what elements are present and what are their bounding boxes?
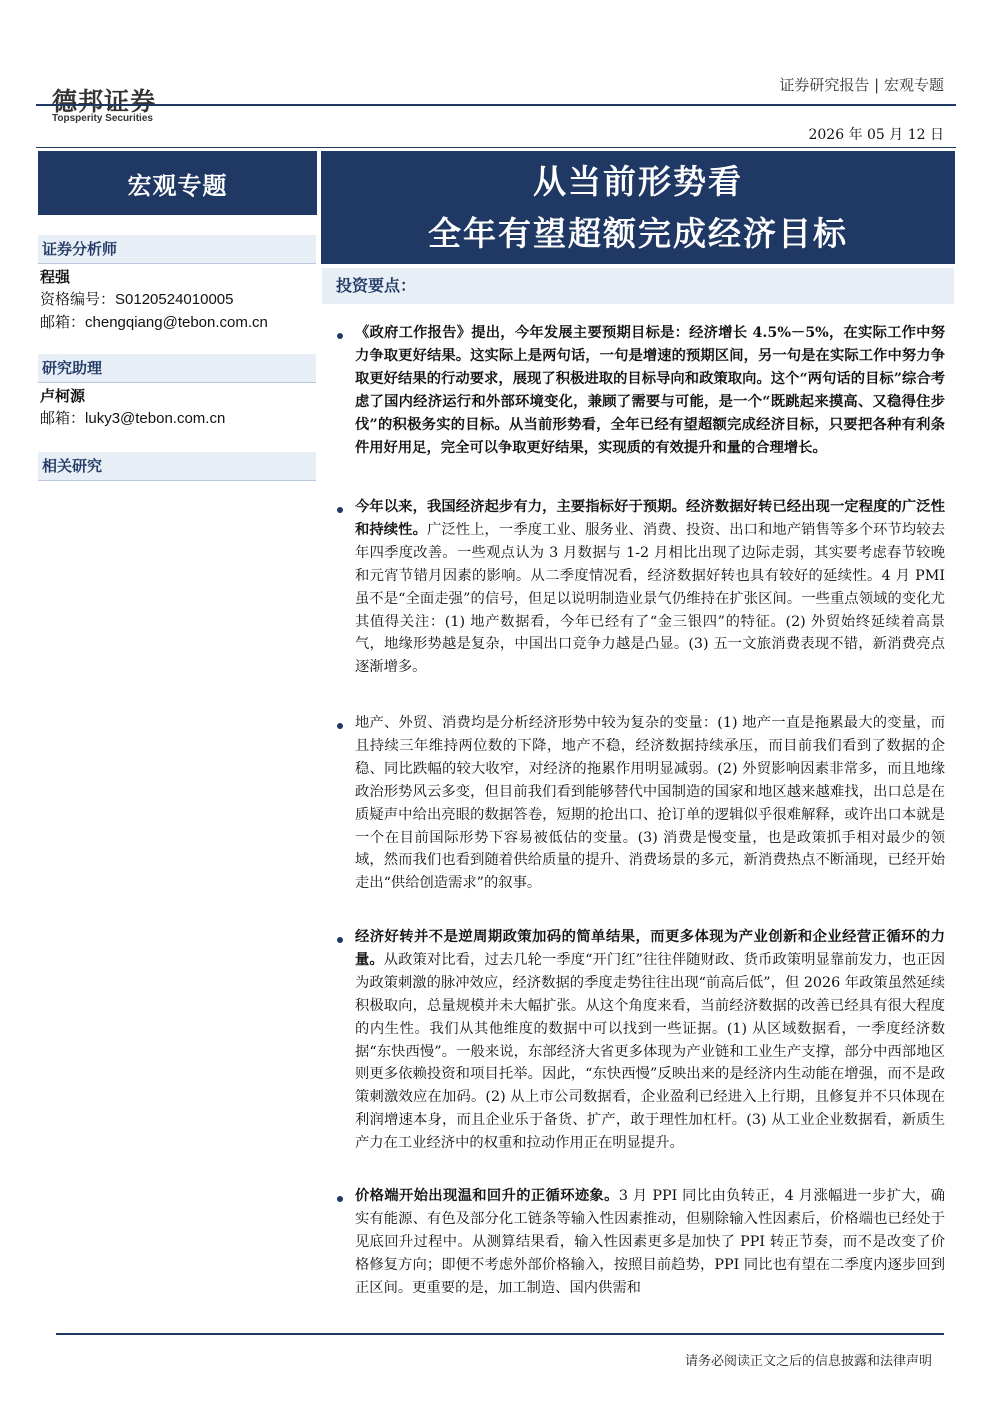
title-line-2: 全年有望超额完成经济目标 (428, 213, 848, 253)
paragraph-lead: 《政府工作报告》提出，今年发展主要预期目标是：经济增长 4.5%－5%，在实际工作中努力争取更好结果。这实际上是两句话，一句是增速的预期区间，另一句是在实际工作中努力争取更好结果的行动要求，展现了积极进取的目标导向和政策取向。这个“两句话的目标”综合考虑了国内经济运行和外部环境变化，兼顾了需要与可能，是一个“既跳起来摸高、又稳得住步伐”的积极务实的目标。从当前形势看，全年已经有望超额完成经济目标，只要把各种有利条件用好用足，完全可以争取更好结果，实现质的有效提升和量的合理增长。 (355, 325, 945, 456)
investment-points-label: 投资要点： (322, 268, 954, 304)
assistant-section-label: 研究助理 (38, 354, 316, 382)
investment-paragraph (355, 712, 945, 895)
header-divider (36, 104, 956, 106)
bullet-icon (337, 333, 343, 339)
analyst-cert: S0120524010005 (115, 291, 234, 308)
related-research-divider (38, 480, 316, 481)
paragraph-lead: 价格端开始出现温和回升的正循环迹象。 (355, 1188, 619, 1204)
paragraph-body: 地产、外贸、消费均是分析经济形势中较为复杂的变量：(1) 地产一直是拖累最大的变量，而且持续三年维持两位数的下降，地产不稳，经济数据持续承压，而目前我们看到了数据的企稳、同比跌幅的较大收窄，对经济的拖累作用明显减弱。(2) 外贸影响因素非常多，而且地缘政治形势风云多变，但目前我们看到能够替代中国制造的国家和地区越来越难找，出口总是在质疑声中给出亮眼的数据答卷，短期的抢出口、抢订单的逻辑似乎很难解释，或许出口本就是一个在目前国际形势下容易被低估的变量。(3) 消费是慢变量，也是政策抓手相对最少的领域，然而我们也看到随着供给质量的提升、消费场景的多元，新消费热点不断涌现，已经开始走出“供给创造需求”的叙事。 (355, 715, 945, 892)
bullet-icon (337, 507, 343, 513)
category-label: 宏观专题 (127, 171, 228, 200)
investment-paragraph (355, 322, 945, 459)
title-box (321, 151, 955, 264)
header-divider-thin (36, 147, 956, 148)
assistant-email[interactable]: luky3@tebon.com.cn (85, 410, 226, 427)
analyst-section-label: 证券分析师 (38, 235, 316, 263)
assistant-info (40, 385, 225, 430)
analyst-section-divider (38, 263, 316, 264)
category-box (38, 151, 317, 215)
paragraph-body: 广泛性上，一季度工业、服务业、消费、投资、出口和地产销售等多个环节均较去年四季度改善。一些观点认为 3 月数据与 1-2 月相比出现了边际走弱，其实要考虑春节较晚和元宵节错月因素的影响。从二季度情况看，经济数据好转也具有较好的延续性。4 月 PMI 虽不是“全面走强”的信号，但足以说明制造业景气仍维持在扩张区间。一些重点领域的变化尤其值得关注：(1) 地产数据看，今年已经有了“金三银四”的特征。(2) 外贸始终延续着高景气，地缘形势越是复杂，中国出口竞争力越是凸显。(3) 五一文旅消费表现不错，新消费亮点逐渐增多。 (355, 521, 946, 676)
logo-text: 德邦证券 (52, 87, 157, 116)
bullet-icon (337, 723, 343, 729)
assistant-name: 卢柯源 (40, 387, 86, 405)
title-line-1: 从当前形势看 (533, 161, 743, 201)
report-date: 2026 年 05 月 12 日 (808, 127, 944, 143)
assistant-section-divider (38, 382, 316, 383)
logo-subtitle: Topsperity Securities (52, 113, 153, 124)
bullet-icon (337, 1196, 343, 1202)
analyst-info (40, 266, 268, 334)
analyst-email[interactable]: chengqiang@tebon.com.cn (85, 314, 268, 331)
footer-divider (56, 1333, 944, 1335)
paragraph-lead: 今年以来，我国经济起步有力，主要指标好于预期。经济数据好转已经出现一定程度的广泛性和持续性。 (355, 499, 945, 538)
investment-paragraph (355, 496, 945, 679)
analyst-name: 程强 (40, 268, 71, 286)
analyst-email-label: 邮箱： (40, 313, 86, 331)
paragraph-body: 3 月 PPI 同比由负转正，4 月涨幅进一步扩大，确实有能源、有色及部分化工链条等输入性因素推动，但剔除输入性因素后，价格端也已经处于见底回升过程中。从测算结果看，输入性因素更多是加快了 PPI 转正节奏，而不是改变了价格修复方向；即便不考虑外部价格输入，按照目前趋势，PPI 同比也有望在二季度内逐步回到正区间。更重要的是，加工制造、国内供需和 (355, 1188, 945, 1296)
investment-paragraph (355, 926, 945, 1155)
footer-disclaimer: 请务必阅读正文之后的信息披露和法律声明 (684, 1354, 932, 1369)
investment-paragraph (355, 1185, 945, 1300)
related-research-label: 相关研究 (38, 452, 316, 480)
assistant-email-label: 邮箱： (40, 409, 86, 427)
analyst-cert-label: 资格编号： (40, 290, 116, 308)
bullet-icon (337, 937, 343, 943)
paragraph-lead: 经济好转并不是逆周期政策加码的简单结果，而更多体现为产业创新和企业经营正循环的力量。 (355, 929, 945, 968)
paragraph-body: 从政策对比看，过去几轮一季度“开门红”往往伴随财政、货币政策明显靠前发力，也正因为政策刺激的脉冲效应，经济数据的季度走势往往出现“前高后低”，但 2026 年政策虽然延续积极取向，总量规模并未大幅扩张。从这个角度来看，当前经济数据的改善已经具有很大程度的内生性。我们从其他维度的数据中可以找到一些证据。(1) 从区域数据看，一季度经济数据“东快西慢”。一般来说，东部经济大省更多体现为产业链和工业生产支撑，部分中西部地区则更多依赖投资和项目托举。因此，“东快西慢”反映出来的是经济内生动能在增强，而不是政策刺激效应在加码。(2) 从上市公司数据看，企业盈利已经进入上行期，且修复并不只体现在利润增速本身，而且企业乐于备货、扩产，敢于理性加杠杆。(3) 从工业企业数据看，新质生产力在工业经济中的权重和拉动作用正在明显提升。 (355, 951, 945, 1152)
report-type: 证券研究报告 | 宏观专题 (779, 76, 944, 94)
